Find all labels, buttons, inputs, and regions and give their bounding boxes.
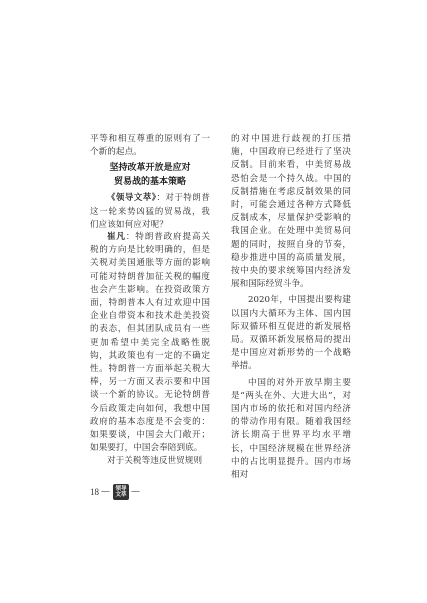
left-column: [90, 133, 210, 469]
page-footer: 18 — 领导 文萃 —: [90, 485, 140, 498]
answer-text: ：特朗普政府提高关税的方向是比较明确的，但是关税对美国通胀等方面的影响可能对特朗普加征关税的幅度也会产生影响。在投资政策方面，特朗普本人有过欢迎中国企业自带资本和技术赴美投资的表态，但其团队成员有一些更加希望中美完全战略性脱钩，其政策也有一定的不确定性。特朗普一方面举起关税大棒，另一方面又表示要和中国谈一个新的协议。无论特朗普今后政策走向如何，我想中国政府的基本态度是不会变的：如果要谈，中国会大门敞开；如果要打，中国会奉陪到底。: [90, 232, 210, 454]
question-text: ：对于特朗普这一轮来势凶猛的贸易战，我们应该如何应对呢？: [90, 192, 210, 229]
section-heading-line-2: 贸易战的基本策略: [113, 177, 186, 188]
question-label: 《领导文萃》: [107, 192, 157, 203]
logo-line-1: 领导: [115, 485, 127, 492]
interview-question: [90, 191, 210, 231]
logo-line-2: 文萃: [115, 492, 127, 498]
section-heading-line-1: 坚持改革开放是应对: [109, 163, 191, 174]
magazine-logo: [113, 484, 129, 500]
interview-answer: [90, 231, 210, 455]
paragraph-continued: 对于关税等违反世贸规则: [107, 456, 203, 467]
paragraph-dual-circulation: 2020年，中国提出要构建以国内大循环为主体、国内国际双循环相互促进的新发展格局。双循环新发展格局的提出是中国应对新形势的一个战略举措。: [231, 295, 351, 372]
right-column: [231, 133, 351, 482]
section-heading: [90, 161, 210, 189]
paragraph-countermeasures: 的对中国进行歧视的打压措施，中国政府已经进行了坚决反制。目前来看，中美贸易战恐怕会是一个持久战。中国的反制措施在考虑反制效果的同时，可能会通过各种方式降低反制成本，尽量保护受影响的我国企业。在处理中美贸易问题的同时，按照自身的节奏，稳步推进中国的高质量发展，按中央的要求统筹国内经济发展和国际经贸斗争。: [231, 134, 351, 290]
page-number: 18: [90, 487, 99, 497]
answer-speaker: 崔凡: [107, 232, 126, 243]
paragraph-opening: 平等和相互尊重的原则有了一个新的起点。: [90, 134, 210, 158]
paragraph-opening-up: 中国的对外开放早期主要是“两头在外、大进大出”，对国内市场的依托和对国内经济的带动作用有限。随着我国经济长期高于世界平均水平增长，中国经济规模在世界经济中的占比明显提升。国内市场相对: [231, 377, 351, 481]
